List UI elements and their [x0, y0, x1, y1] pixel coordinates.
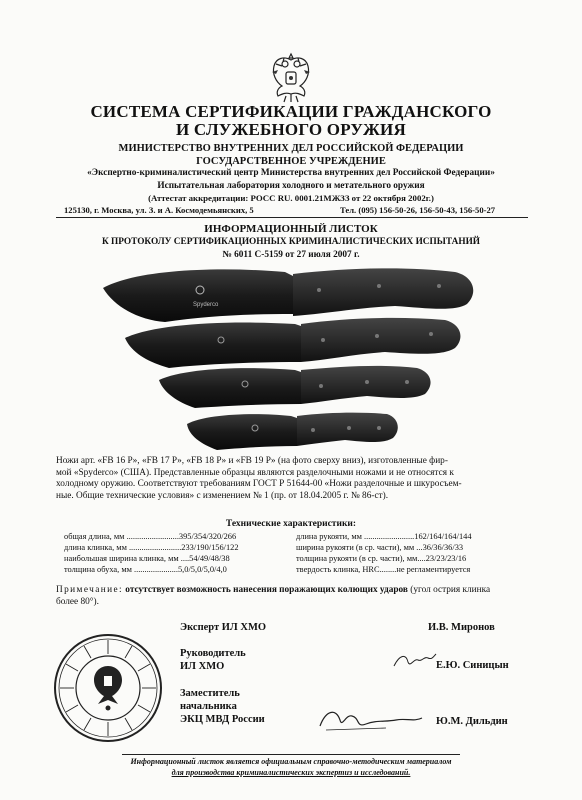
footer-line2: для производства криминалистических экспертиз и исследований.: [171, 768, 411, 777]
description-line: ные. Общие технические условия» с изменением № 1 (пр. от 18.04.2005 г. № 86-ст).: [56, 490, 389, 501]
phone: Тел. (095) 156-50-26, 156-50-43, 156-50-27: [340, 205, 496, 215]
spec-row: общая длина, мм .........................395/354/320/266: [64, 532, 237, 541]
address: 125130, г. Москва, ул. З. и А. Космодемьянских, 5: [64, 205, 254, 215]
head-name: Е.Ю. Синицын: [436, 660, 509, 671]
spec-row: толщина обуха, мм .....................5,0/5,0/5,0/4,0: [64, 565, 227, 574]
institution-name: ГОСУДАРСТВЕННОЕ УЧРЕЖДЕНИЕ: [196, 156, 386, 167]
knife-fb19p: [187, 413, 398, 450]
spec-row: длина клинка, мм .........................233/190/156/122: [64, 543, 239, 552]
note-line2: более 80°).: [56, 597, 99, 607]
doc-subtitle: К ПРОТОКОЛУ СЕРТИФИКАЦИОННЫХ КРИМИНАЛИСТИЧЕСКИХ ИСПЫТАНИЙ: [101, 237, 481, 247]
system-title-line1: СИСТЕМА СЕРТИФИКАЦИИ ГРАЖДАНСКОГО: [90, 102, 492, 121]
center-name: «Экспертно-криминалистический центр Министерства внутренних дел Российской Федерации»: [87, 168, 495, 178]
deputy-role: Заместитель начальника ЭКЦ МВД России: [180, 688, 265, 725]
description-line: холодному оружию. Соответствуют требованиям ГОСТ Р 51644-00 «Ножи разделочные и шкуросъем-: [56, 479, 462, 489]
description-paragraph: [56, 456, 526, 502]
doc-title: ИНФОРМАЦИОННЫЙ ЛИСТОК: [204, 223, 378, 235]
ministry-name: МИНИСТЕРСТВО ВНУТРЕННИХ ДЕЛ РОССИЙСКОЙ ФЕДЕРАЦИИ: [118, 143, 464, 154]
accreditation: (Аттестат аккредитации: РОСС RU. 0001.21МЖЗЗ от 22 октября 2002г.): [148, 193, 434, 203]
description-line: мой «Spyderco» (США). Представленные образцы являются разделочными ножами и не относятся к: [56, 467, 454, 478]
spec-row: ширина рукояти (в ср. части), мм ...36/36/36/33: [296, 543, 464, 552]
knife-fb16p: [103, 268, 473, 322]
spec-row: твердость клинка, HRC........не регламентируется: [296, 565, 471, 574]
expert-name: И.В. Миронов: [428, 622, 495, 633]
expert-role: Эксперт ИЛ ХМО: [180, 622, 267, 633]
spec-row: толщина рукояти (в ср. части), мм....23/23/23/16: [296, 554, 467, 563]
coat-of-arms-emblem: [266, 52, 316, 104]
signature-sinitsyn: [392, 650, 438, 672]
spec-row: длина рукояти, мм ........................162/164/164/144: [296, 532, 472, 541]
specs-title: Технические характеристики:: [225, 519, 357, 529]
note-block: [56, 584, 536, 608]
description-line: Ножи арт. «FB 16 P», «FB 17 P», «FB 18 P» и «FB 19 P» (на фото сверху вниз), изготовленные фир-: [56, 456, 448, 466]
lab-name: Испытательная лаборатория холодного и метательного оружия: [157, 181, 425, 191]
official-seal: [52, 632, 164, 744]
note-text: отсутствует возможность нанесения поражающих колющих ударов: [122, 585, 408, 595]
specs-left-column: [64, 531, 239, 575]
knife-fb18p: [159, 366, 431, 408]
system-title-line2: И СЛУЖЕБНОГО ОРУЖИЯ: [176, 120, 406, 139]
doc-number: № 6011 С-5159 от 27 июля 2007 г.: [222, 250, 360, 260]
signature-dildin: [316, 704, 426, 734]
knife-fb17p: [125, 318, 460, 368]
brand-logo-text: Spyderco: [193, 302, 219, 308]
note-label: Примечание:: [56, 585, 123, 595]
head-role: Руководитель ИЛ ХМО: [180, 648, 246, 672]
deputy-name: Ю.М. Дильдин: [436, 716, 508, 727]
spec-row: наибольшая ширина клинка, мм ....54/49/48/38: [64, 554, 230, 563]
knives-photo: [95, 262, 485, 458]
note-rest: (угол острия клинка: [407, 585, 491, 595]
footer-divider: [122, 754, 460, 755]
specs-right-column: [296, 531, 472, 575]
header-divider: [56, 217, 528, 218]
footer-line1: Информационный листок является официальным справочно-методическим материалом: [130, 757, 452, 766]
